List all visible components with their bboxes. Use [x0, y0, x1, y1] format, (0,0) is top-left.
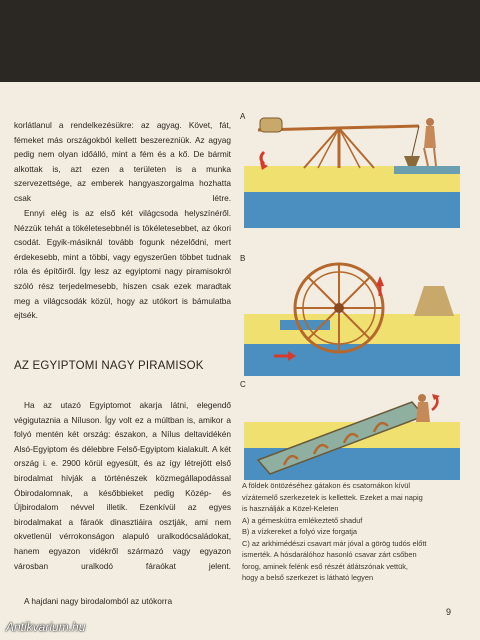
figure-label-b: B — [240, 254, 246, 263]
paragraph-2: Ennyi elég is az első két világcsoda helyszínéről. Nézzük tehát a tökéletesebbnél is tökéletesebbet, az ókori csodát. Egyik-másiknál tovább fogunk nézelődni, mert érdekesebb, mint a többi, vagy egyszerűen többet tudnak róla és építőiről. Így lesz az egyiptomi nagy piramisokról szóló rész terjedelmesebb, hiszen csak ezek maradtak meg a világcsodák közül, hogy az utókort is bámulatba ejtsék. — [14, 208, 231, 321]
caption-line: hogy a belső szerkezet is látható legyen — [242, 573, 374, 582]
figure-caption — [242, 480, 456, 584]
section-heading: AZ EGYIPTOMI NAGY PIRAMISOK — [14, 360, 204, 372]
shaduf-illustration — [244, 108, 460, 228]
caption-line: A) a gémeskútra emlékeztető shaduf — [242, 515, 363, 525]
watermark: Antikvarium.hu — [6, 620, 86, 634]
caption-line: C) az arkhimédészi csavart már jóval a görög tudós előtt — [242, 538, 427, 548]
caption-line: B) a vízkereket a folyó vize forgatja — [242, 527, 358, 536]
caption-line: A földek öntözéséhez gátakon és csatornákon kívül — [242, 481, 411, 490]
paragraph-3: Ha az utazó Egyiptomot akarja látni, elegendő végigutaznia a Níluson. Így volt ez a múltban is, amikor a folyó mentén két ország: északon, a Nílus deltavidékén Alsó-Egyiptom és délebbre Felső-Egyiptom kialakult. A két ország i. e. 2900 körül egyesült, és az így létrejött első birodalmat hívják a történészek közmegállapodással Óbirodalomnak, a későbbieket pedig Közép- és Újbirodalom névvel illetik. Ezenkívül az egyes birodalmakat a fáraók dinasztiáira osztják, ami nem okvetlenül vérrokonságon alapuló uralkodócsaládokat, hanem egyazon vidékről származó vagy egyazon városban uralkodó fáraókat jelent. — [14, 400, 231, 571]
paragraph-1: korlátlanul a rendelkezésükre: az agyag. Követ, fát, fémeket más országokból kellett beszerezniük. Az agyag pedig nem olyan időálló, mint a fém és a kő. De bármit alkottak is, azt ezen a területen is a munka szervezettsége, az emberek hangyaszorgalma hozhatta csak létre. — [14, 120, 231, 203]
figure-label-c: C — [240, 380, 246, 389]
water-wheel-illustration — [244, 256, 460, 376]
paragraph-4: A hajdani nagy birodalomból az utókorra — [24, 596, 173, 606]
caption-line: is használják a Közel-Keleten — [242, 504, 339, 513]
archimedes-screw-illustration — [244, 380, 460, 480]
page-number: 9 — [446, 607, 452, 617]
dark-top-band — [0, 0, 480, 82]
caption-line: ismerték. A hósdarálóhoz hasonló csavar zárt csőben — [242, 550, 417, 559]
caption-line: vízátemelő szerkezetek is kellettek. Ezeket a mai napig — [242, 492, 423, 502]
figure-label-a: A — [240, 112, 246, 121]
caption-line: forog, aminek felénk eső részét átlátszónak vettük, — [242, 561, 408, 571]
